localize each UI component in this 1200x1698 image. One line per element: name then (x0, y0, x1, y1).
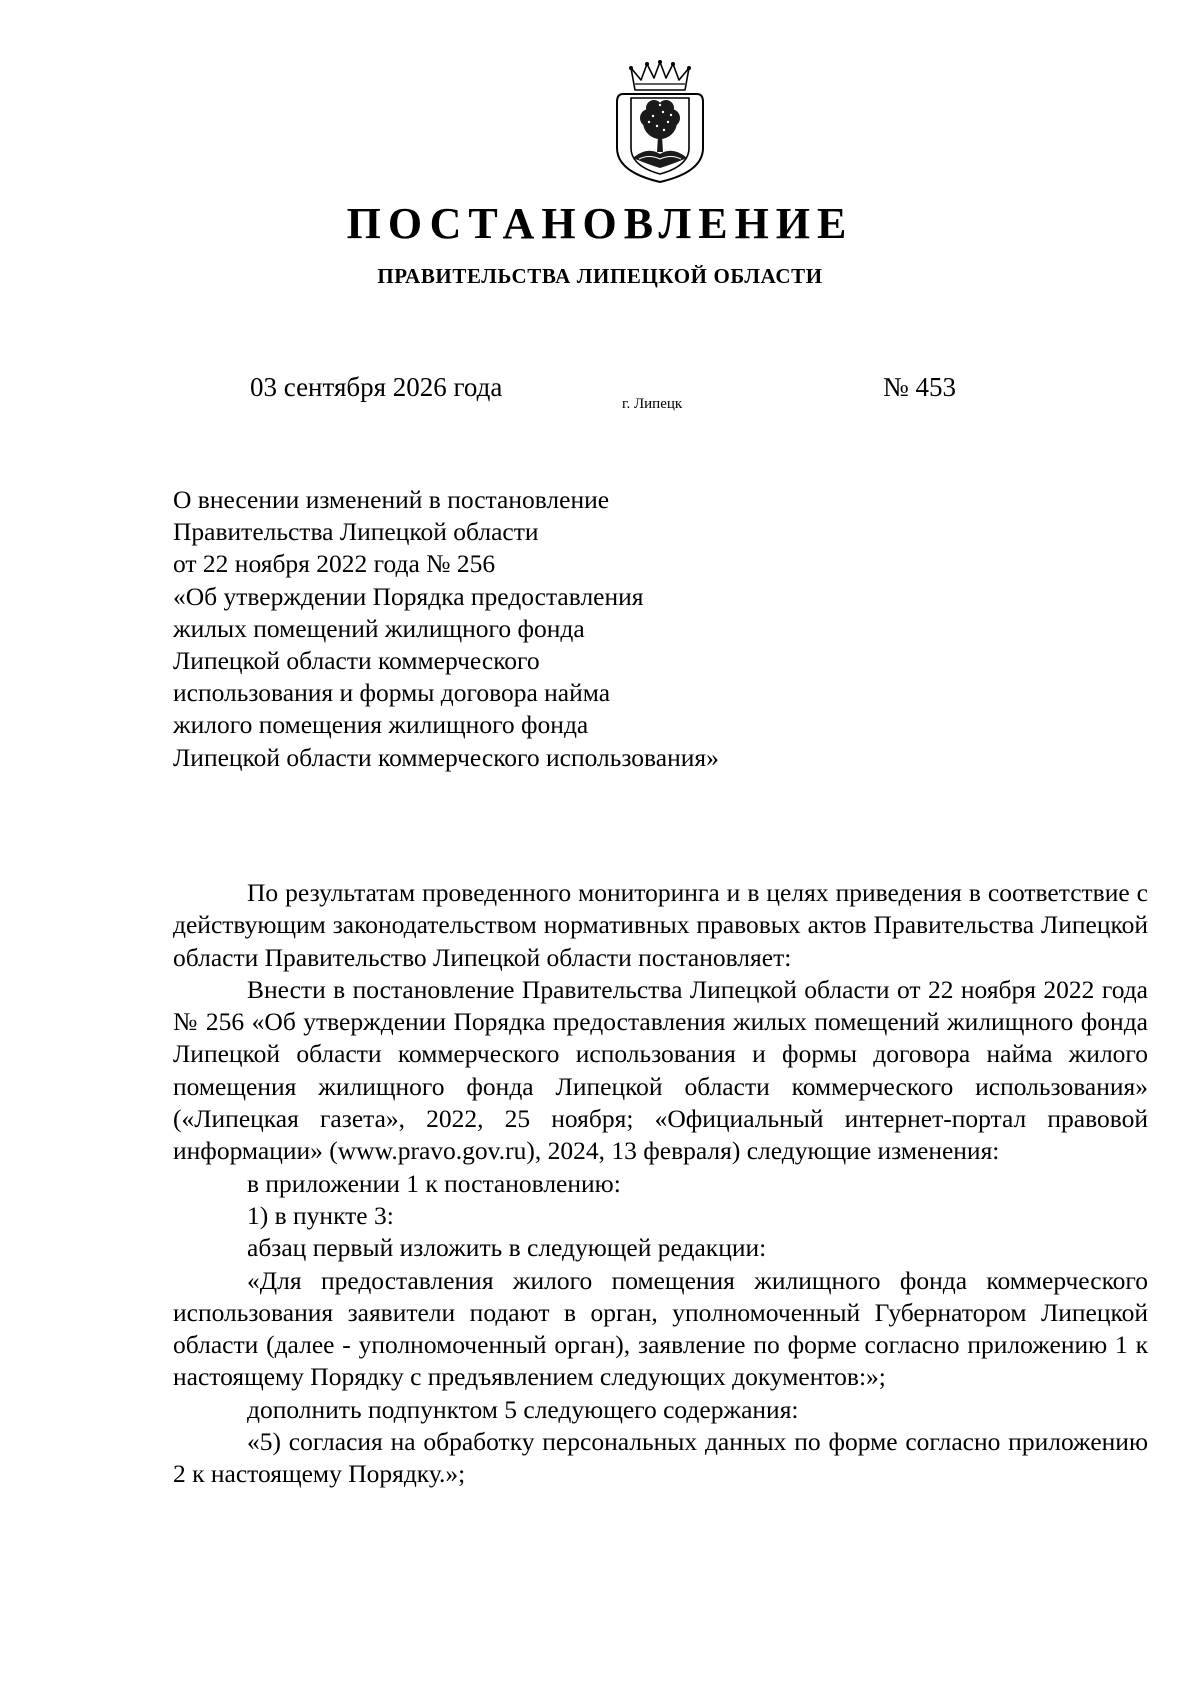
document-body (173, 877, 1148, 1491)
document-number: № 453 (883, 372, 957, 402)
subject-line: использования и формы договора найма (173, 678, 611, 708)
body-paragraph-appendix: в приложении 1 к постановлению: (247, 1168, 621, 1198)
body-paragraph-instruction: абзац первый изложить в следующей редакции: (247, 1233, 767, 1263)
document-subject (173, 484, 853, 774)
subject-line: от 22 ноября 2022 года № 256 (173, 549, 496, 579)
subject-line: «Об утверждении Порядка предоставления (173, 581, 644, 611)
body-paragraph-resolution: Внести в постановление Правительства Липецкой области от 22 ноября 2022 года № 256 «Об утверждении Порядка предоставления жилых помещений жилищного фонда Липецкой области коммерческого использования и формы договора найма жилого помещения жилищного фонда Липецкой области коммерческого использования» («Липецкая газета», 2022, 25 ноября; «Официальный интернет-портал правовой информации» (www.pravo.gov.ru), 2024, 13 февраля) следующие изменения: (173, 974, 1148, 1166)
document-city: г. Липецк (622, 396, 683, 412)
subject-line: О внесении изменений в постановление (173, 485, 610, 514)
issuing-authority: ПРАВИТЕЛЬСТВА ЛИПЕЦКОЙ ОБЛАСТИ (377, 264, 823, 288)
body-paragraph-instruction: дополнить подпунктом 5 следующего содержания: (247, 1394, 799, 1424)
subject-line: Липецкой области коммерческого (173, 646, 540, 676)
document-date: 03 сентября 2026 года (250, 372, 503, 402)
document-type-title: ПОСТАНОВЛЕНИЕ (346, 199, 854, 248)
body-paragraph-quoted-text: «Для предоставления жилого помещения жилищного фонда коммерческого использования заявители подают в орган, уполномоченный Губернатором Липецкой области (далее - уполномоченный орган), заявление по форме согласно приложению 1 к настоящему Порядку с предъявлением следующих документов:»; (173, 1265, 1148, 1392)
subject-line: жилого помещения жилищного фонда (173, 710, 589, 740)
body-paragraph-item: 1) в пункте 3: (247, 1200, 394, 1230)
body-paragraph-quoted-subitem: «5) согласия на обработку персональных данных по форме согласно приложению 2 к настоящему Порядку.»; (173, 1427, 1148, 1489)
subject-line: Правительства Липецкой области (173, 517, 539, 547)
subject-line: жилых помещений жилищного фонда (173, 613, 585, 643)
coat-of-arms-icon (613, 60, 707, 185)
subject-line: Липецкой области коммерческого использования» (173, 742, 719, 772)
body-paragraph-preamble: По результатам проведенного мониторинга и в целях приведения в соответствие с действующим законодательством нормативных правовых актов Правительства Липецкой области Правительство Липецкой области постановляет: (173, 878, 1148, 972)
